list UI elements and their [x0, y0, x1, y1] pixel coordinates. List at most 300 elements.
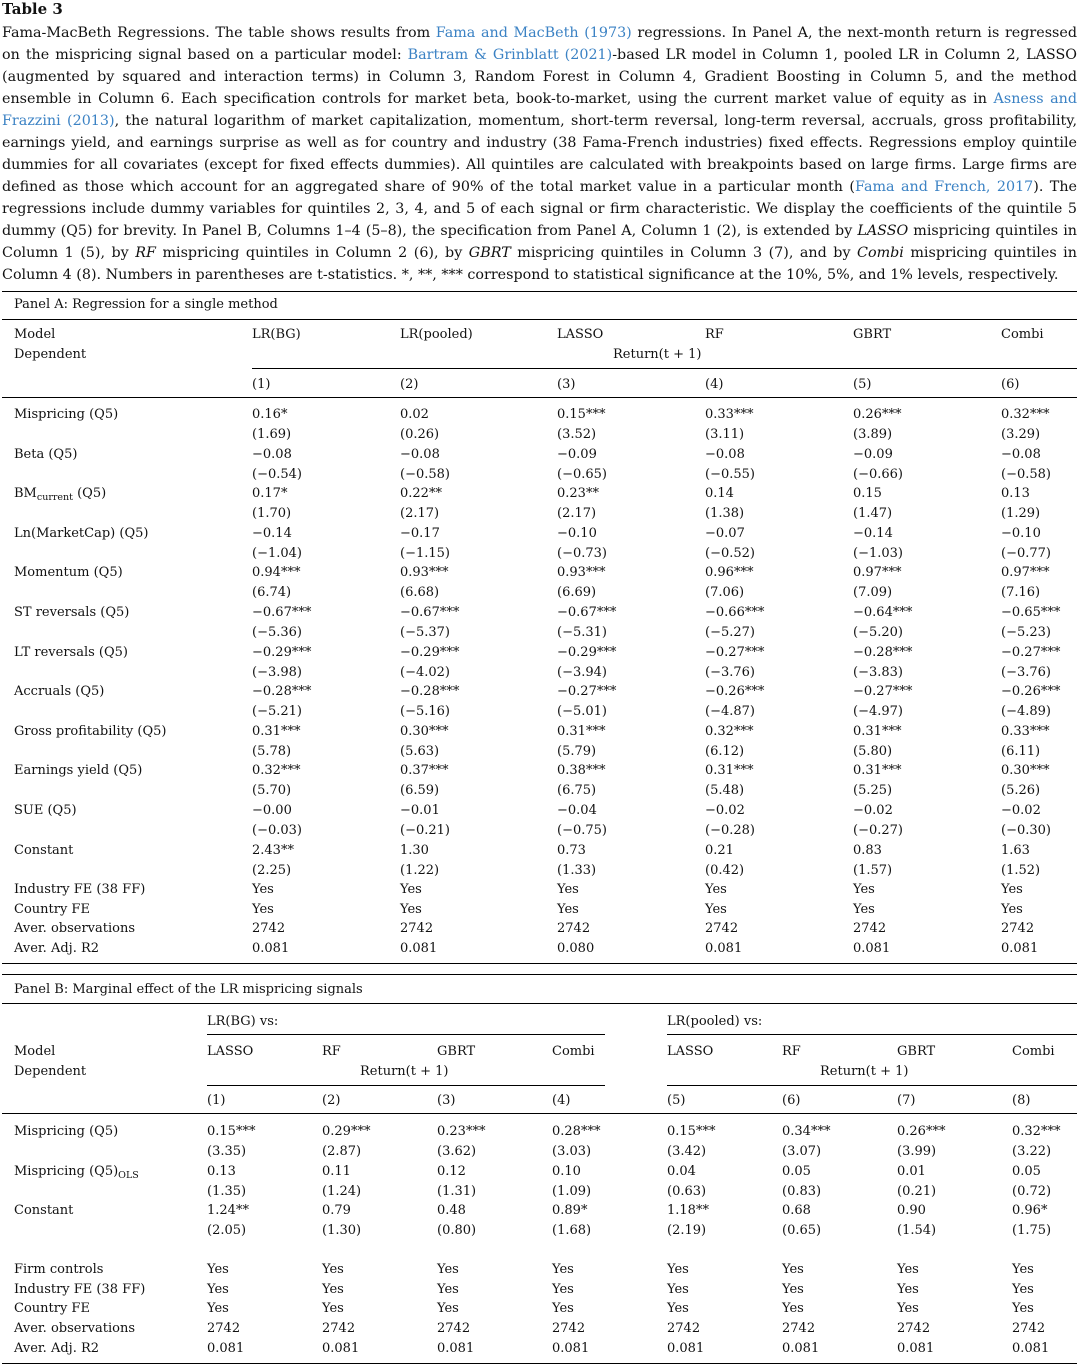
coefficient: −0.10: [557, 525, 597, 541]
coefficient: −0.29***: [557, 644, 617, 660]
coefficient: 0.22**: [400, 486, 442, 502]
footer-value: Yes: [782, 1281, 804, 1297]
coefficient: −0.00: [252, 803, 292, 818]
t-statistic: (2.25): [252, 862, 292, 878]
coefficient: 0.31***: [557, 723, 606, 739]
footer-value: Yes: [552, 1262, 574, 1277]
column-number: (6): [1001, 377, 1020, 392]
caption-emphasis: RF: [135, 245, 156, 261]
coefficient: 0.29***: [322, 1124, 371, 1139]
citation-link[interactable]: Fama and MacBeth (1973): [435, 25, 632, 41]
coefficient: 0.31***: [252, 723, 301, 739]
coefficient: −0.27***: [853, 684, 913, 700]
coefficient: −0.65***: [1001, 605, 1061, 620]
footer-value: Yes: [322, 1281, 344, 1297]
t-statistic: (−1.04): [252, 545, 302, 561]
coefficient: 0.30***: [400, 723, 449, 739]
footer-value: Yes: [667, 1301, 689, 1317]
t-statistic: (0.72): [1012, 1183, 1052, 1199]
column-number: (1): [207, 1093, 226, 1108]
t-statistic: (7.06): [705, 585, 745, 601]
t-statistic: (3.07): [782, 1144, 822, 1159]
coefficient: 0.02: [400, 407, 429, 422]
panel-a: [2, 291, 1077, 966]
footer-value: Yes: [897, 1281, 919, 1297]
coefficient: −0.02: [705, 803, 745, 818]
coefficient: −0.07: [705, 525, 745, 541]
coefficient: −0.17: [400, 525, 440, 541]
coefficient: 1.18**: [667, 1203, 709, 1219]
t-statistic: (−0.73): [557, 545, 607, 561]
coefficient: 0.26***: [853, 407, 902, 422]
coefficient: 0.90: [897, 1203, 926, 1219]
coefficient: −0.28***: [853, 644, 913, 660]
t-statistic: (0.63): [667, 1183, 707, 1199]
footer-value: 2742: [557, 921, 591, 937]
footer-value: Yes: [853, 882, 875, 897]
column-number: (3): [557, 377, 576, 392]
footer-value: 0.081: [705, 941, 743, 957]
footer-value: Yes: [853, 901, 875, 917]
footer-value: Yes: [782, 1262, 804, 1277]
t-statistic: (1.75): [1012, 1223, 1052, 1239]
footer-value: 2742: [252, 921, 286, 937]
footer-value: 0.081: [667, 1340, 705, 1356]
coefficient: 0.23***: [437, 1124, 486, 1139]
row-label: [14, 1203, 73, 1219]
t-statistic: (−5.36): [252, 625, 302, 640]
t-statistic: (2.17): [557, 506, 597, 522]
row-label: [14, 763, 142, 779]
t-statistic: (2.19): [667, 1223, 707, 1239]
t-statistic: (1.33): [557, 862, 597, 878]
footer-value: Yes: [557, 882, 579, 897]
row-label-text: Constant: [14, 842, 74, 858]
footer-value: 0.080: [557, 941, 595, 957]
column-number: (5): [667, 1093, 686, 1108]
t-statistic: (1.52): [1001, 862, 1041, 878]
coefficient: 0.21: [705, 842, 734, 858]
row-label: [14, 526, 148, 542]
footer-label: Country FE: [14, 901, 90, 917]
t-statistic: (−5.21): [252, 704, 302, 720]
table-rule: [2, 397, 1077, 398]
footer-value: 0.081: [853, 941, 891, 957]
coefficient: 0.31***: [853, 763, 902, 779]
footer-value: 2742: [207, 1321, 241, 1337]
coefficient: 0.33***: [1001, 723, 1050, 739]
footer-value: Yes: [400, 882, 422, 897]
t-statistic: (−3.76): [705, 664, 755, 680]
coefficient: 0.33***: [705, 407, 754, 422]
coefficient: 0.26***: [897, 1124, 946, 1139]
coefficient: 0.96***: [705, 565, 754, 581]
t-statistic: (2.87): [322, 1144, 362, 1159]
row-label-text: BM: [14, 486, 37, 502]
coefficient: 0.13: [1001, 486, 1030, 502]
model-header: LR(BG): [252, 327, 301, 342]
t-statistic: (1.24): [322, 1183, 362, 1199]
table-rule: [2, 1003, 1077, 1004]
t-statistic: (1.70): [252, 506, 292, 522]
t-statistic: (−5.16): [400, 704, 450, 720]
coefficient: 0.15***: [557, 407, 606, 422]
footer-value: Yes: [667, 1262, 689, 1277]
t-statistic: (0.21): [897, 1183, 937, 1199]
coefficient: −0.08: [705, 446, 745, 462]
footer-value: 2742: [782, 1321, 816, 1337]
row-label: [14, 724, 166, 740]
row-label-text: SUE (Q5): [14, 803, 77, 818]
model-header: LASSO: [667, 1044, 714, 1059]
t-statistic: (−0.77): [1001, 545, 1051, 561]
t-statistic: (6.12): [705, 743, 745, 759]
footer-value: Yes: [252, 882, 274, 897]
coefficient: 0.38***: [557, 763, 606, 779]
t-statistic: (2.17): [400, 506, 440, 522]
t-statistic: (1.47): [853, 506, 893, 522]
t-statistic: (−5.23): [1001, 625, 1051, 640]
t-statistic: (3.35): [207, 1144, 247, 1159]
coefficient: 0.32***: [1001, 407, 1050, 422]
model-header: LASSO: [207, 1044, 254, 1059]
t-statistic: (6.11): [1001, 743, 1041, 759]
t-statistic: (5.63): [400, 743, 440, 759]
coefficient: 2.43**: [252, 842, 294, 858]
coefficient: 0.93***: [400, 565, 449, 581]
coefficient: 0.83: [853, 842, 882, 858]
t-statistic: (1.09): [552, 1183, 592, 1199]
coefficient: 0.37***: [400, 763, 449, 779]
row-label: [14, 486, 106, 506]
caption-text: Fama-MacBeth Regressions. The table shows results from: [2, 25, 436, 41]
footer-value: 0.081: [400, 941, 438, 957]
t-statistic: (−0.27): [853, 823, 903, 838]
footer-value: Yes: [322, 1262, 344, 1277]
coefficient: 0.93***: [557, 565, 606, 581]
coefficient: 0.12: [437, 1163, 466, 1179]
coefficient: −0.08: [252, 446, 292, 462]
coefficient: −0.64***: [853, 605, 913, 620]
footer-label: Aver. Adj. R2: [14, 941, 100, 957]
t-statistic: (0.80): [437, 1223, 477, 1239]
coefficient: 0.13: [207, 1163, 236, 1179]
column-number: (4): [552, 1093, 571, 1108]
t-statistic: (−3.94): [557, 664, 607, 680]
coefficient: −0.09: [853, 446, 893, 462]
t-statistic: (−4.97): [853, 704, 903, 720]
coefficient: 0.94***: [252, 565, 301, 581]
group-header: LR(pooled) vs:: [667, 1014, 763, 1029]
t-statistic: (−3.83): [853, 664, 903, 680]
model-header: LR(pooled): [400, 327, 473, 342]
t-statistic: (1.29): [1001, 506, 1041, 522]
t-statistic: (6.59): [400, 783, 440, 799]
t-statistic: (2.05): [207, 1223, 247, 1239]
t-statistic: (−0.65): [557, 466, 607, 482]
row-label: [14, 1124, 118, 1140]
t-statistic: (1.68): [552, 1223, 592, 1239]
caption-text: , the natural logarithm of market capitalization, momentum, short-term reversal, long-term reversal, accruals, gross profitability, earnings yield, and earnings surprise as well as for country and industry (38 Fama-French industries) fixed effects. Regressions employ quintile dummies for all covariates (except for fixed effects dummies). All quintiles are calculated with breakpoints based on large firms. Large firms are defined as those which account for an aggregated share of 90% of the total market value in a particular month (: [2, 113, 1077, 195]
t-statistic: (1.22): [400, 862, 440, 878]
row-label-text: Mispricing (Q5): [14, 1163, 119, 1179]
row-label-text: Earnings yield (Q5): [14, 763, 143, 779]
footer-value: Yes: [705, 882, 727, 897]
t-statistic: (5.48): [705, 783, 745, 799]
model-header: GBRT: [897, 1044, 936, 1059]
coefficient: −0.08: [400, 446, 440, 462]
table-rule: [207, 1085, 605, 1086]
coefficient: 0.15: [853, 486, 882, 502]
footer-value: 2742: [853, 921, 887, 937]
coefficient: 0.97***: [1001, 565, 1050, 581]
coefficient: −0.08: [1001, 446, 1041, 462]
row-label-text: Mispricing (Q5): [14, 407, 119, 422]
column-number: (7): [897, 1093, 916, 1108]
t-statistic: (1.38): [705, 506, 745, 522]
footer-value: 0.081: [322, 1340, 360, 1356]
model-header: LASSO: [557, 327, 604, 342]
coefficient: −0.27***: [1001, 644, 1061, 660]
citation-link[interactable]: Bartram & Grinblatt (2021): [407, 47, 613, 63]
column-number: (2): [322, 1093, 341, 1108]
t-statistic: (3.22): [1012, 1144, 1052, 1159]
footer-value: 2742: [437, 1321, 471, 1337]
footer-label: Aver. Adj. R2: [14, 1340, 100, 1356]
coefficient: 0.05: [782, 1163, 811, 1179]
coefficient: 0.31***: [705, 763, 754, 779]
coefficient: 0.23**: [557, 486, 599, 502]
t-statistic: (−0.58): [400, 466, 450, 482]
t-statistic: (−5.20): [853, 625, 903, 640]
coefficient: −0.10: [1001, 525, 1041, 541]
t-statistic: (3.42): [667, 1144, 707, 1159]
t-statistic: (3.99): [897, 1144, 937, 1159]
footer-value: Yes: [552, 1301, 574, 1317]
coefficient: 0.34***: [782, 1124, 831, 1139]
t-statistic: (5.79): [557, 743, 597, 759]
panel-b: [2, 974, 1077, 1366]
t-statistic: (−0.03): [252, 823, 302, 838]
coefficient: −0.67***: [400, 605, 460, 620]
footer-value: Yes: [1012, 1262, 1034, 1277]
coefficient: −0.14: [252, 525, 292, 541]
t-statistic: (0.83): [782, 1183, 822, 1199]
table-rule: [667, 1085, 1077, 1086]
coefficient: −0.67***: [557, 605, 617, 620]
footer-value: Yes: [1001, 901, 1023, 917]
t-statistic: (1.35): [207, 1183, 247, 1199]
t-statistic: (6.75): [557, 783, 597, 799]
t-statistic: (−4.89): [1001, 704, 1051, 720]
coefficient: 0.10: [552, 1163, 581, 1179]
coefficient: 0.32***: [252, 763, 301, 779]
dependent-header: Return(t + 1): [613, 347, 702, 362]
footer-value: Yes: [1012, 1281, 1034, 1297]
footer-value: Yes: [437, 1262, 459, 1277]
t-statistic: (−5.31): [557, 625, 607, 640]
coefficient: 0.48: [437, 1203, 466, 1219]
coefficient: 0.32***: [1012, 1124, 1061, 1139]
t-statistic: (−0.55): [705, 466, 755, 482]
row-label: [14, 407, 118, 423]
footer-value: Yes: [782, 1301, 804, 1317]
t-statistic: (3.11): [705, 427, 745, 442]
coefficient: 0.96*: [1012, 1203, 1048, 1219]
row-label-text: Constant: [14, 1203, 74, 1219]
t-statistic: (3.03): [552, 1144, 592, 1159]
row-label: [14, 605, 129, 621]
footer-label: Industry FE (38 FF): [14, 1281, 146, 1297]
row-label: [14, 803, 77, 819]
footer-value: 0.081: [252, 941, 290, 957]
footer-value: Yes: [552, 1281, 574, 1297]
row-label: [14, 1164, 139, 1184]
footer-value: 2742: [400, 921, 434, 937]
t-statistic: (5.70): [252, 783, 292, 799]
t-statistic: (−1.03): [853, 545, 903, 561]
t-statistic: (7.09): [853, 585, 893, 601]
caption-text: -based LR model in Column 1, pooled LR in Column 2, LASSO (augmented by squared and interaction terms) in Column 3, Random Forest in Column 4, Gradient Boosting in Column 5, and the method ensemble in Column 6. Each specification controls for market beta, book-to-market, using the current market value of equity as in: [2, 47, 1077, 107]
footer-value: Yes: [897, 1301, 919, 1317]
coefficient: 1.30: [400, 842, 429, 858]
column-number: (8): [1012, 1093, 1031, 1108]
table-caption: [2, 22, 1077, 286]
model-header: GBRT: [853, 327, 892, 342]
row-label-text: Gross profitability (Q5): [14, 723, 167, 739]
footer-value: 0.081: [782, 1340, 820, 1356]
group-header: LR(BG) vs:: [207, 1014, 279, 1029]
footer-value: 0.081: [552, 1340, 590, 1356]
t-statistic: (3.89): [853, 427, 893, 442]
footer-value: Yes: [207, 1281, 229, 1297]
coefficient: −0.01: [400, 803, 440, 818]
footer-value: 0.081: [1001, 941, 1039, 957]
table-rule: [252, 368, 1077, 369]
coefficient: 0.05: [1012, 1163, 1041, 1179]
citation-link[interactable]: Asness and Frazzini (2013): [2, 91, 1078, 129]
row-label-text: Ln(MarketCap) (Q5): [14, 525, 149, 541]
t-statistic: (1.31): [437, 1183, 477, 1199]
row-label: [14, 645, 128, 661]
panel-title: Panel A: Regression for a single method: [14, 297, 278, 312]
coefficient: 0.89*: [552, 1203, 588, 1219]
dependent-header: Return(t + 1): [360, 1064, 449, 1079]
dependent-header: Return(t + 1): [820, 1064, 909, 1079]
dependent-label: Dependent: [14, 1064, 87, 1079]
coefficient: 0.97***: [853, 565, 902, 581]
coefficient: 1.63: [1001, 842, 1030, 858]
panel-title: Panel B: Marginal effect of the LR mispricing signals: [14, 982, 363, 997]
caption-text: ). The regressions include dummy variables for quintiles 2, 3, 4, and 5 of each signal or firm characteristic. We display the coefficients of the quintile 5 dummy (Q5) for brevity. In Panel B, Columns 1–4 (5–8), the specification from Panel A, Column 1 (2), is extended by: [2, 179, 1078, 239]
coefficient: −0.66***: [705, 605, 765, 620]
coefficient: 0.11: [322, 1163, 351, 1179]
coefficient: 0.73: [557, 842, 586, 858]
table-rule: [2, 963, 1077, 964]
t-statistic: (−4.87): [705, 704, 755, 720]
t-statistic: (−0.66): [853, 466, 903, 482]
t-statistic: (−0.52): [705, 545, 755, 561]
table-title: Table 3: [2, 0, 63, 18]
footer-label: Firm controls: [14, 1262, 104, 1277]
column-number: (5): [853, 377, 872, 392]
row-label: [14, 447, 77, 463]
t-statistic: (−0.54): [252, 466, 302, 482]
t-statistic: (−1.15): [400, 545, 450, 561]
t-statistic: (3.62): [437, 1144, 477, 1159]
model-header: Combi: [1001, 327, 1044, 342]
row-label-text: Accruals (Q5): [14, 684, 105, 700]
footer-value: Yes: [437, 1281, 459, 1297]
footer-value: Yes: [705, 901, 727, 917]
coefficient: 0.14: [705, 486, 734, 502]
t-statistic: (6.74): [252, 585, 292, 601]
model-header: RF: [322, 1044, 341, 1059]
t-statistic: (−0.75): [557, 823, 607, 838]
row-label-text: Mispricing (Q5): [14, 1124, 119, 1139]
t-statistic: (−0.58): [1001, 466, 1051, 482]
footer-value: Yes: [897, 1262, 919, 1277]
t-statistic: (6.69): [557, 585, 597, 601]
coefficient: −0.28***: [252, 684, 312, 700]
coefficient: −0.29***: [252, 644, 312, 660]
footer-value: Yes: [322, 1301, 344, 1317]
footer-value: Yes: [557, 901, 579, 917]
table-rule: [2, 1113, 1077, 1114]
t-statistic: (−5.37): [400, 625, 450, 640]
footer-value: 2742: [552, 1321, 586, 1337]
coefficient: −0.14: [853, 525, 893, 541]
footer-label: Country FE: [14, 1301, 90, 1317]
footer-value: 2742: [322, 1321, 356, 1337]
coefficient: −0.04: [557, 803, 597, 818]
t-statistic: (1.69): [252, 427, 292, 442]
coefficient: −0.26***: [1001, 684, 1061, 700]
row-label-text: ST reversals (Q5): [14, 605, 130, 620]
caption-text: mispricing quintiles in Column 4 (8). Numbers in parentheses are t-statistics. *, **, *** correspond to statistical significance at the 10%, 5%, and 1% levels, respectively.: [2, 245, 1077, 283]
coefficient: 0.79: [322, 1203, 351, 1219]
footer-value: 0.081: [1012, 1340, 1050, 1356]
citation-link[interactable]: Fama and French, 2017: [855, 179, 1034, 195]
coefficient: −0.29***: [400, 644, 460, 660]
t-statistic: (3.52): [557, 427, 597, 442]
caption-text: mispricing quintiles in Column 2 (6), by: [155, 245, 469, 261]
footer-value: Yes: [400, 901, 422, 917]
footer-value: 0.081: [897, 1340, 935, 1356]
model-header: Combi: [552, 1044, 595, 1059]
row-label-subscript: OLS: [118, 1169, 139, 1181]
caption-emphasis: Combi: [857, 245, 904, 261]
coefficient: 0.28***: [552, 1124, 601, 1139]
coefficient: 0.17*: [252, 486, 288, 502]
footer-value: Yes: [1001, 882, 1023, 897]
t-statistic: (0.65): [782, 1223, 822, 1239]
footer-value: 2742: [1001, 921, 1035, 937]
coefficient: 0.32***: [705, 723, 754, 739]
row-label: [14, 684, 104, 700]
coefficient: −0.02: [853, 803, 893, 818]
t-statistic: (−5.27): [705, 625, 755, 640]
footer-value: 2742: [667, 1321, 701, 1337]
t-statistic: (1.57): [853, 862, 893, 878]
t-statistic: (7.16): [1001, 585, 1041, 601]
model-label: Model: [14, 1044, 56, 1059]
coefficient: 0.16*: [252, 407, 288, 422]
footer-value: 0.081: [207, 1340, 245, 1356]
footer-value: Yes: [667, 1281, 689, 1297]
row-label-text: Beta (Q5): [14, 446, 78, 462]
t-statistic: (5.80): [853, 743, 893, 759]
